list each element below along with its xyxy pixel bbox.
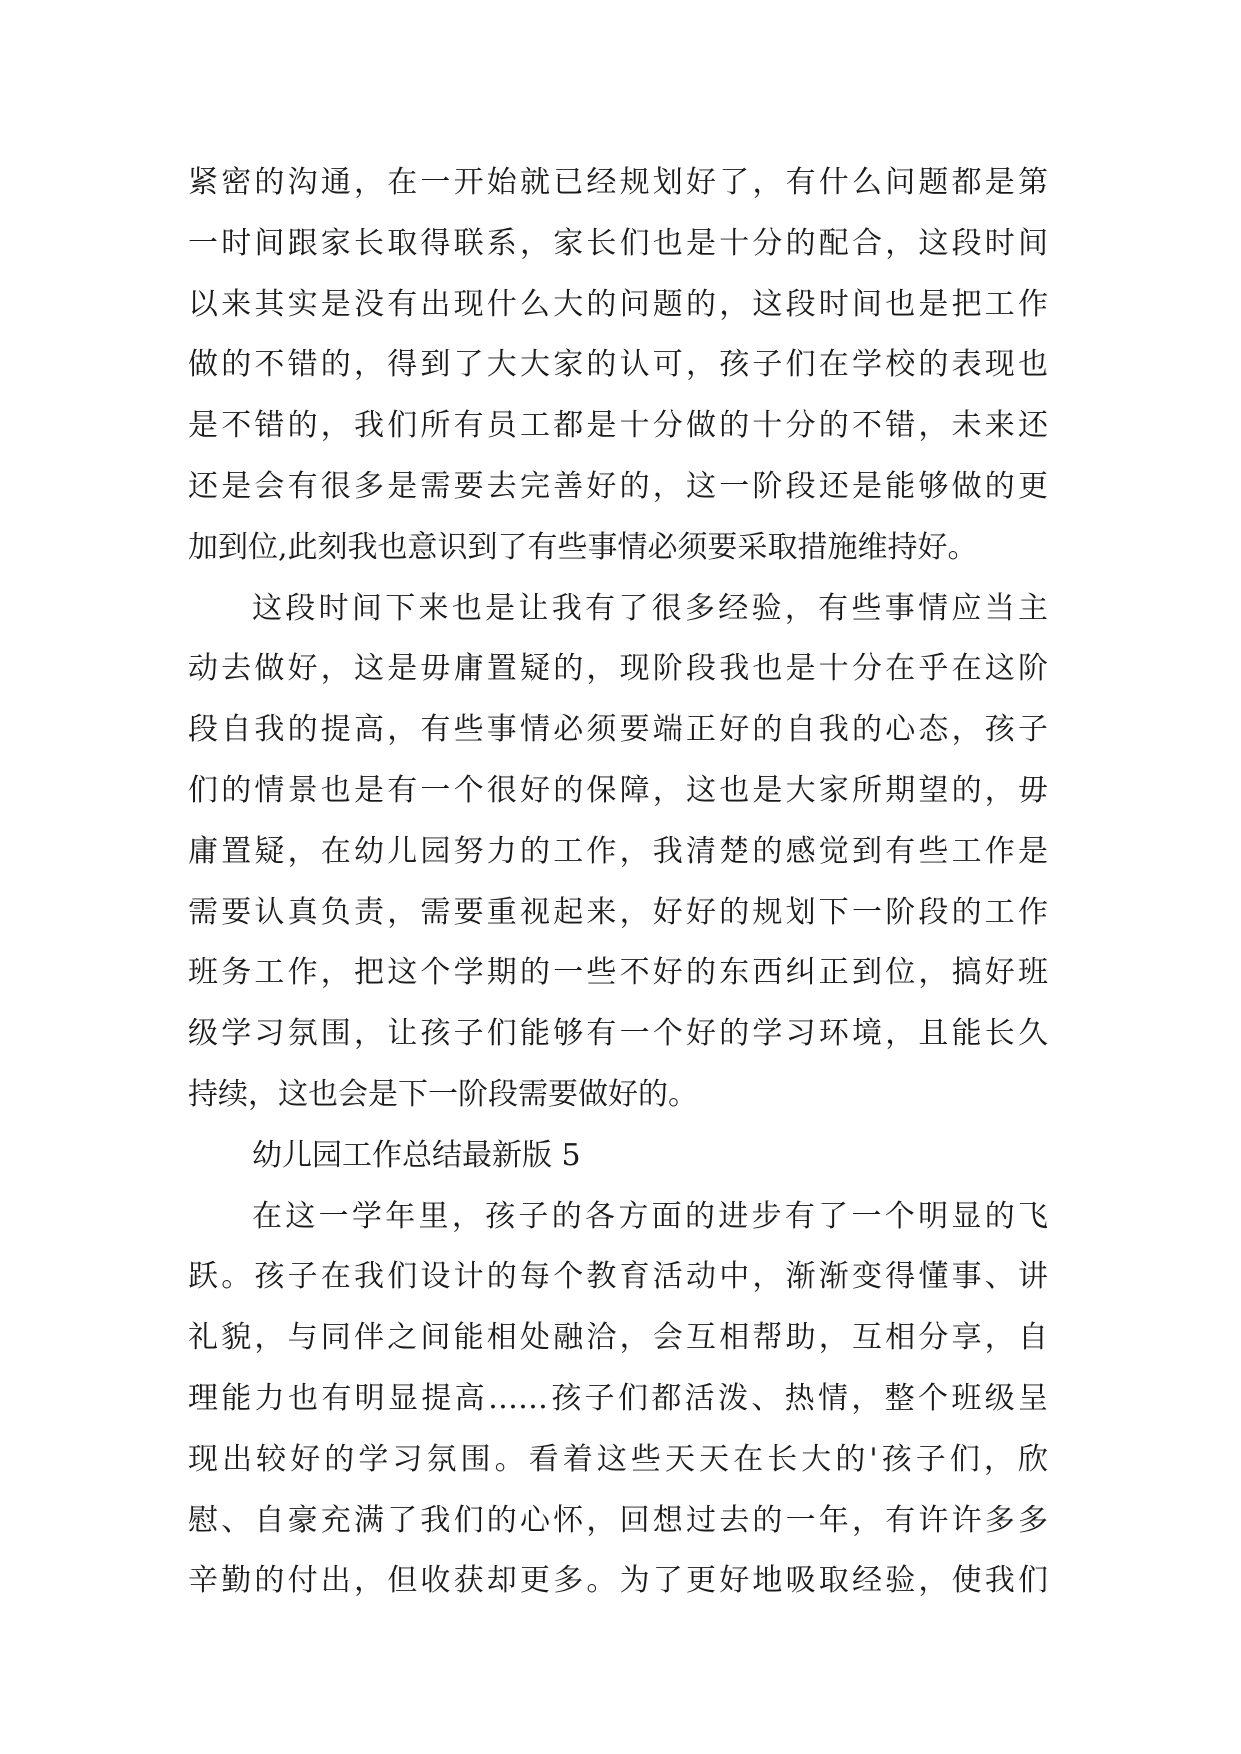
text-line: 现出较好的学习氛围。看着这些天天在长大的'孩子们，欣: [188, 1441, 1048, 1477]
text-line: 跃。孩子在我们设计的每个教育活动中，渐渐变得懂事、讲: [188, 1259, 1048, 1295]
text-line: 理能力也有明显提高……孩子们都活泼、热情，整个班级呈: [188, 1380, 1048, 1416]
text-line: 需要认真负责，需要重视起来，好好的规划下一阶段的工作: [188, 894, 1048, 930]
text-line: 慰、自豪充满了我们的心怀，回想过去的一年，有许许多多: [188, 1502, 1048, 1538]
text-line: 是不错的，我们所有员工都是十分做的十分的不错，未来还: [188, 408, 1048, 444]
text-line: 级学习氛围，让孩子们能够有一个好的学习环境，且能长久: [188, 1016, 1048, 1052]
document-body: [188, 153, 1048, 1612]
section-heading: 幼儿园工作总结最新版 5: [252, 1137, 581, 1173]
paragraph-first-line: 在这一学年里，孩子的各方面的进步有了一个明显的飞: [252, 1198, 1048, 1234]
text-line: 礼貌，与同伴之间能相处融洽，会互相帮助，互相分享，自: [188, 1320, 1048, 1356]
text-line: 以来其实是没有出现什么大的问题的，这段时间也是把工作: [188, 286, 1048, 322]
text-line: 做的不错的，得到了大大家的认可，孩子们在学校的表现也: [188, 347, 1048, 383]
text-line: 段自我的提高，有些事情必须要端正好的自我的心态，孩子: [188, 712, 1048, 748]
text-line: 加到位,此刻我也意识到了有些事情必须要采取措施维持好。: [188, 529, 978, 565]
text-line: 还是会有很多是需要去完善好的，这一阶段还是能够做的更: [188, 468, 1048, 504]
text-line: 持续，这也会是下一阶段需要做好的。: [188, 1076, 698, 1112]
text-line: 们的情景也是有一个很好的保障，这也是大家所期望的，毋: [188, 772, 1048, 808]
text-line: 动去做好，这是毋庸置疑的，现阶段我也是十分在乎在这阶: [188, 651, 1048, 687]
text-line: 紧密的沟通，在一开始就已经规划好了，有什么问题都是第: [188, 165, 1048, 200]
text-line: 班务工作，把这个学期的一些不好的东西纠正到位，搞好班: [188, 955, 1048, 991]
paragraph-first-line: 这段时间下来也是让我有了很多经验，有些事情应当主: [252, 590, 1048, 626]
text-line: 辛勤的付出，但收获却更多。为了更好地吸取经验，使我们: [188, 1563, 1048, 1599]
text-line: 庸置疑，在幼儿园努力的工作，我清楚的感觉到有些工作是: [188, 833, 1048, 869]
text-line: 一时间跟家长取得联系，家长们也是十分的配合，这段时间: [188, 225, 1048, 261]
